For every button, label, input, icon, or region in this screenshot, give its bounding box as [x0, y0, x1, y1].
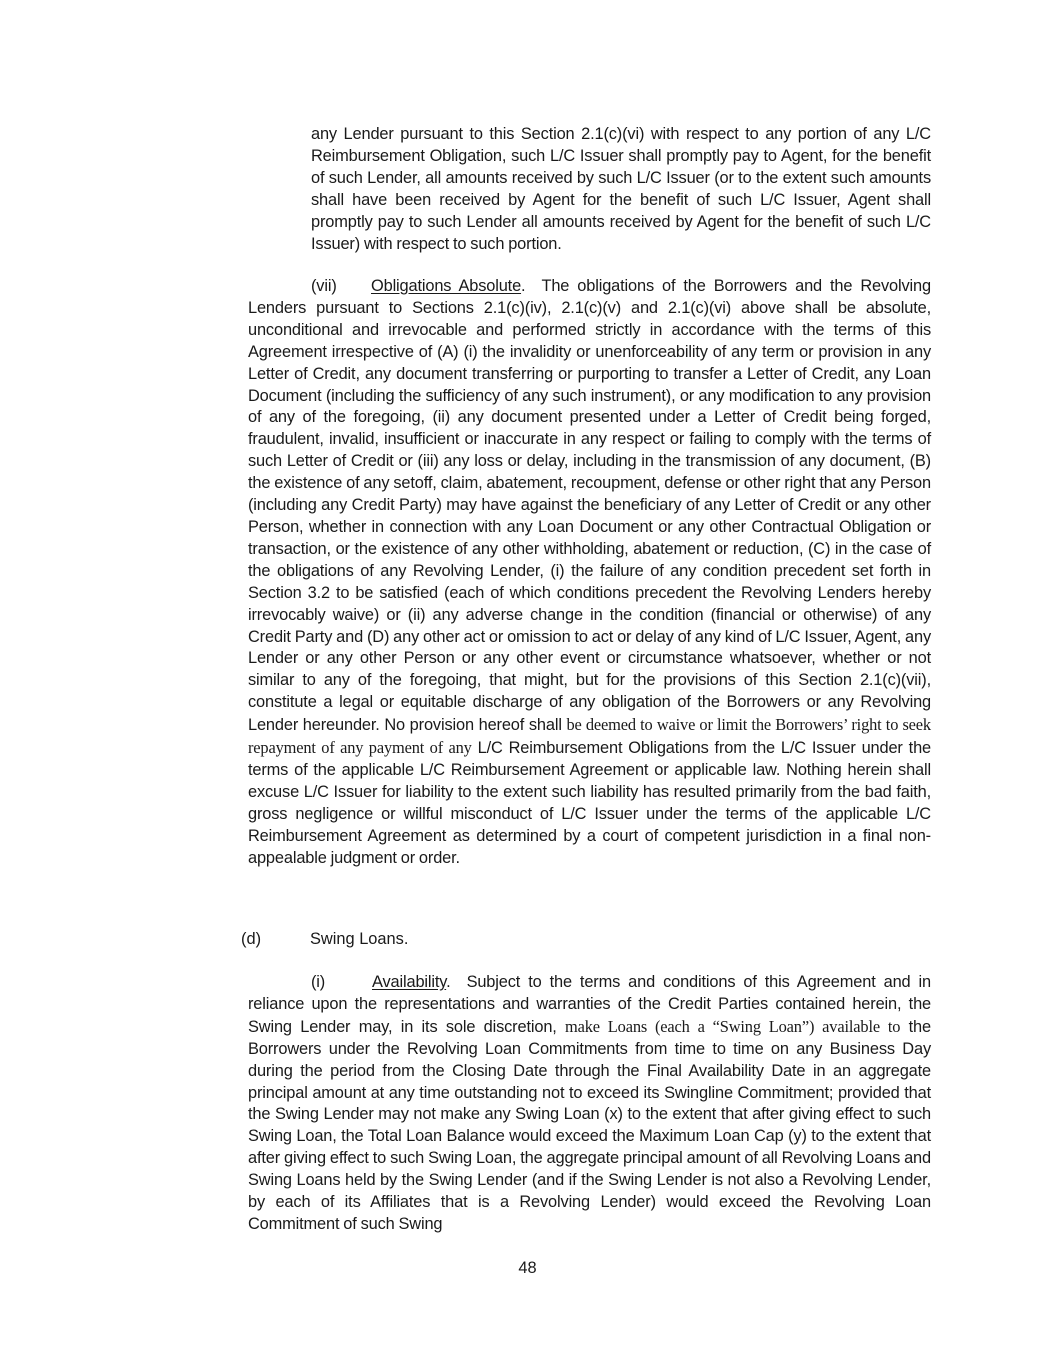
paragraph-obligations-absolute	[248, 276, 931, 869]
clause-body-serif: be deemed to waive or limit the Borrowers’ right to seek repayment of any payment of any	[248, 715, 931, 758]
clause-body-part1: The obligations of the Borrowers and the Revolving Lenders pursuant to Sections 2.1(c)(iv), 2.1(c)(v) and 2.1(c)(vi) above shall be absolute, unconditional and irrevocable and performed strictly in accordance with the terms of this Agreement irrespective of (A) (i) the invalidity or unenforceability of any term or provision in any Letter of Credit, any document transferring or purporting to transfer a Letter of Credit, any Loan Document (including the sufficiency of any such instrument), or any modification to any provision of any of the foregoing, (ii) any document presented under a Letter of Credit being forged, fraudulent, invalid, insufficient or inaccurate in any respect or failing to comply with the terms of such Letter of Credit or (iii) any loss or delay, including in the transmission of any document, (B) the existence of any setoff, claim, abatement, recoupment, defense or other right that any Person (including any Credit Party) may have against the beneficiary of any Letter of Credit or any other Person, whether in connection with any Loan Document or any other Contractual Obligation or transaction, or the existence of any other withholding, abatement or reduction, (C) in the case of the obligations of any Revolving Lender, (i) the failure of any condition precedent set forth in Section 3.2 to be satisfied (each of which conditions precedent the Revolving Lenders hereby irrevocably waive) or (ii) any adverse change in the condition (financial or otherwise) of any Credit Party and (D) any other act or omission to act or delay of any kind of L/C Issuer, Agent, any Lender or any other Person or any other event or circumstance whatsoever, whether or not similar to any of the foregoing, that might, but for the provisions of this Section 2.1(c)(vii), constitute a legal or equitable discharge of any obligation of the Borrowers or any Revolving Lender hereunder. No provision hereof shall	[248, 277, 931, 735]
clause-heading: Availability	[372, 973, 447, 991]
section-heading-swing-loans	[241, 929, 408, 951]
clause-body-serif: make Loans (each a “Swing Loan”) available to	[565, 1016, 901, 1036]
page-number: 48	[518, 1259, 537, 1277]
clause-body-part1: Subject to the terms and conditions of this Agreement and in reliance upon the representations and warranties of the Credit Parties contained herein, the Swing Lender may, in its sole discretion,	[248, 973, 931, 1036]
clause-number: (i)	[311, 973, 326, 991]
clause-number: (vii)	[311, 277, 337, 295]
paragraph-continuation: any Lender pursuant to this Section 2.1(c)(vi) with respect to any portion of any L/C Reimbursement Obligation, such L/C Issuer shall promptly pay to Agent, for the benefit of such Lender, all amounts received by such L/C Issuer (or to the extent such amounts shall have been received by Agent for the benefit of such L/C Issuer, Agent shall promptly pay to such Lender all amounts received by Agent for the benefit of such L/C Issuer) with respect to such portion.	[311, 125, 931, 253]
clause-body-part2: L/C Reimbursement Obligations from the L/C Issuer under the terms of the applicable L/C Reimbursement Agreement or applicable law. Nothing herein shall excuse L/C Issuer for liability to the extent such liability has resulted primarily from the bad faith, gross negligence or willful misconduct of L/C Issuer under the terms of the applicable L/C Reimbursement Agreement as determined by a court of competent jurisdiction in a final non-appealable judgment or order.	[248, 739, 931, 867]
section-number: (d)	[241, 930, 262, 948]
section-title: Swing Loans.	[310, 930, 409, 948]
clause-heading: Obligations Absolute	[371, 277, 522, 295]
paragraph-availability	[248, 972, 931, 1236]
clause-body-part2: the Borrowers under the Revolving Loan Commitments from time to time on any Business Day during the period from the Closing Date through the Final Availability Date in an aggregate principal amount at any time outstanding not to exceed its Swingline Commitment; provided that the Swing Lender may not make any Swing Loan (x) to the extent that after giving effect to such Swing Loan, the Total Loan Balance would exceed the Maximum Loan Cap (y) to the extent that after giving effect to such Swing Loan, the aggregate principal amount of all Revolving Loans and Swing Loans held by the Swing Lender (and if the Swing Lender is not also a Revolving Lender, by each of its Affiliates that is a Revolving Lender) would exceed the Revolving Loan Commitment of such Swing	[248, 1017, 931, 1233]
clause-heading-period: .	[446, 973, 451, 991]
clause-heading-period: .	[521, 277, 526, 295]
